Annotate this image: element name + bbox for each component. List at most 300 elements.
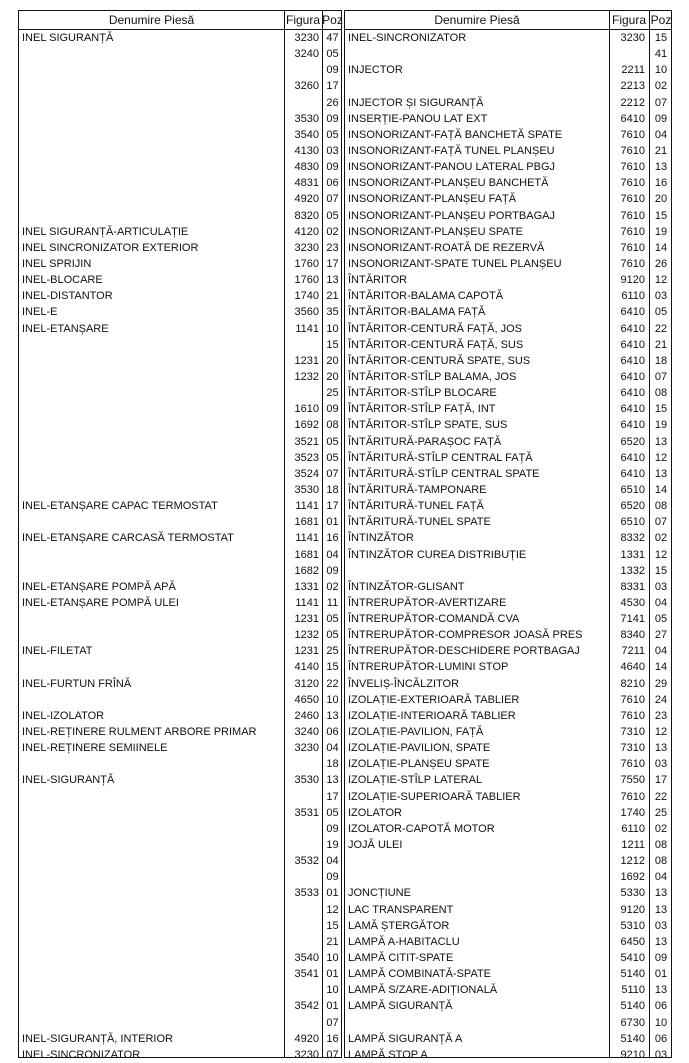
figura-cell: 7141 <box>620 613 645 626</box>
poz-cell: 18 <box>326 758 339 771</box>
figura-cell: 8332 <box>620 532 645 545</box>
table-row <box>345 337 671 353</box>
table-row <box>345 627 671 643</box>
right-table-body <box>345 30 671 1063</box>
part-name: LAC TRANSPARENT <box>348 903 454 916</box>
figura-cell: 1231 <box>294 613 319 626</box>
table-row <box>345 966 671 982</box>
poz-cell: 05 <box>326 435 339 448</box>
poz-cell: 04 <box>654 596 668 609</box>
table-row <box>19 321 341 337</box>
poz-cell: 09 <box>654 952 668 965</box>
table-row <box>19 353 341 369</box>
figura-cell: 1141 <box>295 596 319 609</box>
poz-cell: 09 <box>326 161 339 174</box>
part-name: IZOLAȚIE-INTERIOARĂ TABLIER <box>348 709 516 722</box>
poz-cell: 03 <box>654 1048 668 1061</box>
part-name: ÎNTĂRITOR-CENTURĂ FAȚĂ, JOS <box>348 322 522 335</box>
table-row <box>19 821 341 837</box>
table-row <box>19 272 341 288</box>
table-row <box>345 369 671 385</box>
part-name: ÎNTRERUPĂTOR-LUMINI STOP <box>348 661 509 674</box>
figura-cell: 3230 <box>294 32 319 44</box>
table-row <box>345 304 671 320</box>
poz-cell: 09 <box>326 112 339 125</box>
figura-cell: 6410 <box>620 451 645 464</box>
poz-cell: 15 <box>654 32 668 44</box>
part-name: IZOLAȚIE-STÎLP LATERAL <box>348 774 483 787</box>
table-row <box>345 208 671 224</box>
header-poz: Poz <box>650 13 672 27</box>
figura-cell: 4530 <box>620 596 645 609</box>
figura-cell: 6510 <box>620 483 645 496</box>
table-row <box>345 676 671 692</box>
part-name: ÎNTĂRITOR-STÎLP SPATE, SUS <box>348 419 508 432</box>
part-name: INSONORIZANT-PANOU LATERAL PBGJ <box>348 161 555 174</box>
part-name: LAMPĂ SIGURANȚĂ <box>348 1000 453 1013</box>
part-name: INSONORIZANT-ROATĂ DE REZERVĂ <box>348 241 545 254</box>
left-table-header <box>19 11 341 30</box>
figura-cell: 7211 <box>621 645 645 658</box>
table-row <box>345 434 671 450</box>
poz-cell: 13 <box>654 887 668 900</box>
table-row <box>19 563 341 579</box>
table-row <box>345 191 671 207</box>
figura-cell: 7610 <box>620 693 645 706</box>
table-row <box>19 30 341 46</box>
poz-cell: 27 <box>654 629 668 642</box>
figura-cell: 3560 <box>294 306 319 319</box>
figura-cell: 3260 <box>294 80 319 93</box>
poz-cell: 16 <box>326 532 339 545</box>
figura-cell: 3540 <box>294 128 319 141</box>
part-name: ÎNTĂRITOR <box>348 274 408 287</box>
figura-cell: 9210 <box>620 1048 645 1061</box>
figura-cell: 6410 <box>620 370 645 383</box>
table-row <box>345 450 671 466</box>
table-row <box>345 756 671 772</box>
part-name: ÎNTĂRITURĂ-PARAȘOC FAȚĂ <box>348 435 502 448</box>
figura-cell: 7610 <box>620 709 645 722</box>
table-row <box>345 772 671 788</box>
table-row <box>345 224 671 240</box>
table-row <box>345 563 671 579</box>
poz-cell: 05 <box>326 128 339 141</box>
figura-cell: 1740 <box>294 290 319 303</box>
part-name: INEL-REȚINERE SEMIINELE <box>22 742 168 755</box>
part-name: ÎNTRERUPĂTOR-COMANDĂ CVA <box>348 613 520 626</box>
figura-cell: 1740 <box>620 806 645 819</box>
table-row <box>345 385 671 401</box>
table-row <box>19 208 341 224</box>
poz-cell: 05 <box>326 806 339 819</box>
figura-cell: 7610 <box>620 241 645 254</box>
table-row <box>19 466 341 482</box>
part-name: JOJĂ ULEI <box>348 839 403 852</box>
poz-cell: 05 <box>326 613 339 626</box>
figura-cell: 4120 <box>294 225 319 238</box>
figura-cell: 7310 <box>620 742 645 755</box>
table-row <box>19 950 341 966</box>
table-row <box>19 78 341 94</box>
poz-cell: 25 <box>326 645 339 658</box>
table-row <box>345 837 671 853</box>
poz-cell: 17 <box>326 80 339 93</box>
part-name: INEL SINCRONIZATOR EXTERIOR <box>22 241 199 254</box>
poz-cell: 04 <box>326 548 339 561</box>
figura-cell: 1331 <box>294 580 319 593</box>
poz-cell: 13 <box>326 709 339 722</box>
table-row <box>19 514 341 530</box>
poz-cell: 25 <box>326 387 339 400</box>
part-name: ÎNTINZĂTOR-GLISANT <box>348 580 465 593</box>
poz-cell: 29 <box>654 677 668 690</box>
figura-cell: 1141 <box>295 532 319 545</box>
figura-cell: 5310 <box>620 919 645 932</box>
table-row <box>345 643 671 659</box>
poz-cell: 13 <box>326 274 339 287</box>
poz-cell: 21 <box>654 338 668 351</box>
table-row <box>345 353 671 369</box>
figura-cell: 3230 <box>294 1048 319 1061</box>
poz-cell: 15 <box>326 661 339 674</box>
part-name: INEL-ETANȘARE POMPĂ ULEI <box>22 596 179 609</box>
poz-cell: 04 <box>326 742 339 755</box>
figura-cell: 3230 <box>294 241 319 254</box>
table-row <box>19 401 341 417</box>
part-name: INSONORIZANT-PLANȘEU FAȚĂ <box>348 193 517 206</box>
poz-cell: 12 <box>654 451 668 464</box>
poz-cell: 21 <box>654 144 668 157</box>
table-row <box>345 547 671 563</box>
figura-cell: 3541 <box>294 968 319 981</box>
poz-cell: 06 <box>654 1000 668 1013</box>
figura-cell: 6410 <box>620 112 645 125</box>
table-row <box>19 417 341 433</box>
table-row <box>19 1015 341 1031</box>
table-row <box>19 127 341 143</box>
poz-cell: 09 <box>326 871 339 884</box>
header-figura: Figura <box>611 13 646 27</box>
poz-cell: 12 <box>654 548 668 561</box>
poz-cell: 14 <box>654 483 668 496</box>
part-name: LAMĂ ȘTERGĂTOR <box>348 919 450 932</box>
figura-cell: 8320 <box>294 209 319 222</box>
table-row <box>345 288 671 304</box>
figura-cell: 4130 <box>294 144 319 157</box>
figura-cell: 1692 <box>620 871 645 884</box>
table-row <box>19 982 341 998</box>
part-name: ÎNTĂRITOR-CENTURĂ FAȚĂ, SUS <box>348 338 524 351</box>
figura-cell: 2213 <box>620 80 645 93</box>
left-table-body <box>19 30 341 1063</box>
poz-cell: 35 <box>326 306 339 319</box>
table-row <box>19 885 341 901</box>
table-row <box>345 272 671 288</box>
figura-cell: 7610 <box>620 177 645 190</box>
table-row <box>345 46 671 62</box>
figura-cell: 6410 <box>620 403 645 416</box>
poz-cell: 10 <box>654 1016 668 1029</box>
figura-cell: 2211 <box>621 64 645 77</box>
poz-cell: 16 <box>326 1032 339 1045</box>
part-name: IZOLATOR <box>348 806 402 819</box>
figura-cell: 3540 <box>294 952 319 965</box>
poz-cell: 06 <box>654 1032 668 1045</box>
figura-cell: 1232 <box>294 629 319 642</box>
header-name: Denumire Piesă <box>434 13 520 27</box>
table-row <box>19 676 341 692</box>
table-row <box>345 998 671 1014</box>
part-name: ÎNVELIȘ-ÎNCĂLZITOR <box>348 677 460 690</box>
figura-cell: 1681 <box>294 516 319 529</box>
figura-cell: 7610 <box>620 790 645 803</box>
part-name: INEL-IZOLATOR <box>22 709 105 722</box>
figura-cell: 4831 <box>294 177 319 190</box>
table-row <box>345 127 671 143</box>
figura-cell: 1682 <box>294 564 319 577</box>
poz-cell: 03 <box>654 758 668 771</box>
part-name: INEL-E <box>22 306 58 319</box>
figura-cell: 3532 <box>294 855 319 868</box>
part-name: INEL-BLOCARE <box>22 274 103 287</box>
figura-cell: 1692 <box>294 419 319 432</box>
part-name: ÎNTRERUPĂTOR-DESCHIDERE PORTBAGAJ <box>348 645 580 658</box>
part-name: INSONORIZANT-SPATE TUNEL PLANȘEU <box>348 257 562 270</box>
part-name: INEL-DISTANTOR <box>22 290 113 303</box>
figura-cell: 5330 <box>620 887 645 900</box>
part-name: ÎNTĂRITOR-BALAMA FAȚĂ <box>348 306 486 319</box>
table-row <box>345 918 671 934</box>
table-row <box>345 885 671 901</box>
poz-cell: 09 <box>326 403 339 416</box>
figura-cell: 7610 <box>620 193 645 206</box>
part-name: ÎNTĂRITURĂ-STÎLP CENTRAL SPATE <box>348 467 540 480</box>
poz-cell: 13 <box>654 984 668 997</box>
figura-cell: 6520 <box>620 435 645 448</box>
figura-cell: 7610 <box>620 209 645 222</box>
poz-cell: 01 <box>326 1000 339 1013</box>
table-row <box>19 789 341 805</box>
part-name: INJECTOR <box>348 64 403 77</box>
poz-cell: 05 <box>654 613 668 626</box>
figura-cell: 6410 <box>620 387 645 400</box>
table-row <box>345 724 671 740</box>
table-row <box>19 853 341 869</box>
table-row <box>345 175 671 191</box>
table-row <box>19 966 341 982</box>
poz-cell: 25 <box>654 806 668 819</box>
table-row <box>19 998 341 1014</box>
table-row <box>345 30 671 46</box>
header-poz: Poz <box>322 13 343 27</box>
table-row <box>19 837 341 853</box>
table-row <box>19 611 341 627</box>
table-row <box>345 466 671 482</box>
figura-cell: 6410 <box>620 467 645 480</box>
table-row <box>345 805 671 821</box>
figura-cell: 1141 <box>295 322 319 335</box>
figura-cell: 5140 <box>620 968 645 981</box>
poz-cell: 09 <box>654 112 668 125</box>
header-name: Denumire Piesă <box>108 13 195 27</box>
figura-cell: 3530 <box>294 483 319 496</box>
part-name: INEL-SINCRONIZATOR <box>348 32 467 44</box>
poz-cell: 13 <box>654 903 668 916</box>
poz-cell: 03 <box>654 290 668 303</box>
poz-cell: 08 <box>326 419 339 432</box>
poz-cell: 08 <box>654 387 668 400</box>
part-name: INEL-ETANȘARE CAPAC TERMOSTAT <box>22 500 218 513</box>
table-row <box>19 547 341 563</box>
poz-cell: 22 <box>654 322 668 335</box>
figura-cell: 3542 <box>294 1000 319 1013</box>
poz-cell: 05 <box>326 451 339 464</box>
table-row <box>19 724 341 740</box>
figura-cell: 4140 <box>294 661 319 674</box>
table-row <box>19 434 341 450</box>
table-row <box>19 191 341 207</box>
table-row <box>19 740 341 756</box>
figura-cell: 6410 <box>620 322 645 335</box>
poz-cell: 09 <box>326 564 339 577</box>
figura-cell: 9120 <box>620 903 645 916</box>
part-name: INEL-FILETAT <box>22 645 93 658</box>
poz-cell: 20 <box>654 193 668 206</box>
part-name: INEL-ETANȘARE CARCASĂ TERMOSTAT <box>22 532 234 545</box>
poz-cell: 10 <box>326 322 339 335</box>
table-row <box>19 530 341 546</box>
table-row <box>19 1031 341 1047</box>
right-parts-table <box>344 10 672 1061</box>
left-parts-table <box>18 10 343 1061</box>
table-row <box>345 401 671 417</box>
figura-cell: 7310 <box>620 726 645 739</box>
table-row <box>345 95 671 111</box>
figura-cell: 7550 <box>620 774 645 787</box>
figura-cell: 7610 <box>620 257 645 270</box>
poz-cell: 18 <box>654 354 668 367</box>
poz-cell: 03 <box>326 144 339 157</box>
part-name: LAMPĂ COMBINATĂ-SPATE <box>348 968 492 981</box>
figura-cell: 3230 <box>620 32 645 44</box>
part-name: ÎNTĂRITURĂ-TUNEL FAȚĂ <box>348 500 484 513</box>
table-row <box>345 530 671 546</box>
poz-cell: 23 <box>326 241 339 254</box>
part-name: ÎNTĂRITOR-STÎLP FAȚĂ, INT <box>348 403 496 416</box>
poz-cell: 19 <box>326 839 339 852</box>
table-row <box>345 789 671 805</box>
part-name: IZOLAȚIE-PLANȘEU SPATE <box>348 758 490 771</box>
table-row <box>19 288 341 304</box>
table-row <box>345 853 671 869</box>
figura-cell: 6510 <box>620 516 645 529</box>
figura-cell: 3521 <box>294 435 319 448</box>
figura-cell: 3530 <box>294 774 319 787</box>
part-name: LAMPĂ SIGURANȚĂ A <box>348 1032 463 1045</box>
figura-cell: 5140 <box>620 1032 645 1045</box>
table-row <box>19 772 341 788</box>
poz-cell: 24 <box>654 693 668 706</box>
poz-cell: 15 <box>326 338 339 351</box>
figura-cell: 2460 <box>294 709 319 722</box>
poz-cell: 17 <box>654 774 668 787</box>
table-row <box>19 337 341 353</box>
poz-cell: 26 <box>654 257 668 270</box>
poz-cell: 04 <box>654 128 668 141</box>
poz-cell: 22 <box>654 790 668 803</box>
poz-cell: 13 <box>654 467 668 480</box>
figura-cell: 6730 <box>620 1016 645 1029</box>
poz-cell: 13 <box>654 935 668 948</box>
poz-cell: 02 <box>654 80 668 93</box>
poz-cell: 07 <box>654 370 668 383</box>
figura-cell: 1212 <box>620 855 645 868</box>
poz-cell: 15 <box>654 564 668 577</box>
figura-cell: 3240 <box>294 48 319 61</box>
part-name: INEL SIGURANȚĂ <box>22 32 114 44</box>
figura-cell: 6410 <box>620 354 645 367</box>
figura-cell: 4640 <box>620 661 645 674</box>
part-name: INEL-FURTUN FRÎNĂ <box>22 677 132 690</box>
table-row <box>19 143 341 159</box>
figura-cell: 3524 <box>294 467 319 480</box>
table-row <box>19 62 341 78</box>
figura-cell: 4650 <box>294 693 319 706</box>
poz-cell: 02 <box>326 225 339 238</box>
poz-cell: 23 <box>654 709 668 722</box>
part-name: INSONORIZANT-FAȚĂ TUNEL PLANȘEU <box>348 144 555 157</box>
figura-cell: 3240 <box>294 726 319 739</box>
part-name: INEL SIGURANȚĂ-ARTICULAȚIE <box>22 225 189 238</box>
figura-cell: 1760 <box>294 257 319 270</box>
figura-cell: 5410 <box>620 952 645 965</box>
poz-cell: 02 <box>326 580 339 593</box>
poz-cell: 07 <box>654 516 668 529</box>
part-name: IZOLATOR-CAPOTĂ MOTOR <box>348 822 495 835</box>
figura-cell: 6410 <box>620 338 645 351</box>
poz-cell: 11 <box>326 596 339 609</box>
figura-cell: 4920 <box>294 1032 319 1045</box>
table-row <box>19 756 341 772</box>
figura-cell: 6410 <box>620 419 645 432</box>
figura-cell: 3523 <box>294 451 319 464</box>
poz-cell: 20 <box>326 370 339 383</box>
table-row <box>19 224 341 240</box>
part-name: ÎNTĂRITOR-STÎLP BLOCARE <box>348 387 497 400</box>
figura-cell: 6110 <box>621 822 645 835</box>
table-row <box>345 240 671 256</box>
poz-cell: 22 <box>326 677 339 690</box>
table-row <box>345 143 671 159</box>
poz-cell: 10 <box>326 984 339 997</box>
table-row <box>19 805 341 821</box>
poz-cell: 01 <box>654 968 668 981</box>
poz-cell: 13 <box>654 161 668 174</box>
part-name: INEL-SINCRONIZATOR <box>22 1048 141 1061</box>
part-name: ÎNTINZĂTOR <box>348 532 414 545</box>
table-row <box>19 1047 341 1063</box>
part-name: ÎNTĂRITOR-BALAMA CAPOTĂ <box>348 290 504 303</box>
table-row <box>19 692 341 708</box>
poz-cell: 09 <box>326 64 339 77</box>
figura-cell: 1681 <box>294 548 319 561</box>
part-name: IZOLAȚIE-PAVILION, FAȚĂ <box>348 726 484 739</box>
poz-cell: 02 <box>654 822 668 835</box>
poz-cell: 16 <box>654 177 668 190</box>
table-row <box>345 708 671 724</box>
table-row <box>345 659 671 675</box>
